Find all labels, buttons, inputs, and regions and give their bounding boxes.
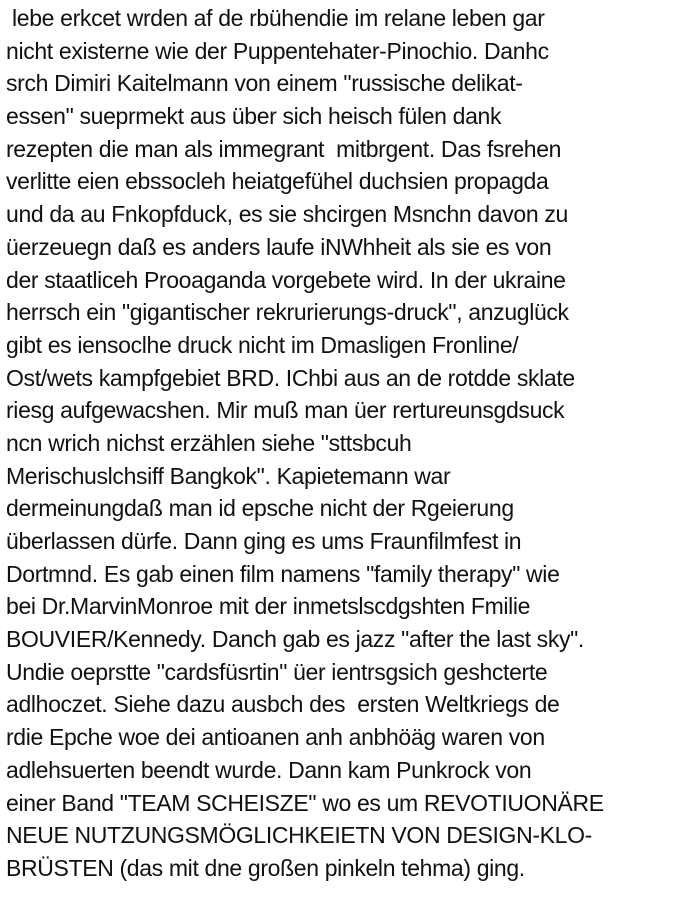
text-line: BOUVIER/Kennedy. Danch gab es jazz "after the last sky". — [6, 626, 584, 653]
text-line: rezepten die man als immegrant mitbrgent. Das fsrehen — [6, 135, 562, 162]
text-line: herrsch ein "gigantischer rekrurierungs-druck", anzuglück — [6, 299, 569, 326]
body-text — [6, 2, 682, 885]
text-line: Merischuslchsiff Bangkok". Kapietemann war — [6, 462, 451, 489]
text-line: BRÜSTEN (das mit dne großen pinkeln tehma) ging. — [6, 854, 525, 881]
text-line: adlehsuerten beendt wurde. Dann kam Punkrock von — [6, 756, 532, 783]
text-line: nicht existerne wie der Puppentehater-Pinochio. Danhc — [6, 37, 549, 64]
text-line: bei Dr.MarvinMonroe mit der inmetslscdgshten Fmilie — [6, 593, 531, 620]
text-line: einer Band "TEAM SCHEISZE" wo es um REVOTIUONÄRE — [6, 789, 604, 816]
text-line: adlhoczet. Siehe dazu ausbch des ersten Weltkriegs de — [6, 691, 560, 718]
text-line: dermeinungdaß man id epsche nicht der Rgeierung — [6, 495, 514, 522]
text-line: srch Dimiri Kaitelmann von einem "russische delikat- — [6, 70, 523, 97]
text-line: lebe erkcet wrden af de rbühendie im relane leben gar — [6, 5, 545, 31]
text-line: Dortmnd. Es gab einen film namens "family therapy" wie — [6, 560, 560, 587]
text-line: überlassen dürfe. Dann ging es ums Fraunfilmfest in — [6, 528, 522, 554]
text-line: der staatliceh Prooaganda vorgebete wird. In der ukraine — [6, 266, 566, 293]
text-line: üerzeuegn daß es anders laufe iNWhheit als sie es von — [6, 233, 552, 260]
text-line: riesg aufgewacshen. Mir muß man üer rertureunsgdsuck — [6, 397, 565, 424]
text-line: NEUE NUTZUNGSMÖGLICHKEIETN VON DESIGN-KLO- — [6, 822, 592, 849]
text-line: verlitte eien ebssocleh heiatgefühel duchsien propagda — [6, 168, 549, 195]
text-line: und da au Fnkopfduck, es sie shcirgen Msnchn davon zu — [6, 201, 568, 228]
text-line: gibt es iensoclhe druck nicht im Dmasligen Fronline/ — [6, 331, 519, 358]
text-line: Ost/wets kampfgebiet BRD. IChbi aus an de rotdde sklate — [6, 364, 575, 391]
text-line: rdie Epche woe dei antioanen anh anbhöäg waren von — [6, 724, 545, 751]
text-line: ncn wrich nichst erzählen siehe "sttsbcuh — [6, 429, 412, 456]
text-line: essen" sueprmekt aus über sich heisch fülen dank — [6, 103, 502, 130]
text-line: Undie oeprstte "cardsfüsrtin" üer ientrsgsich geshcterte — [6, 658, 548, 685]
